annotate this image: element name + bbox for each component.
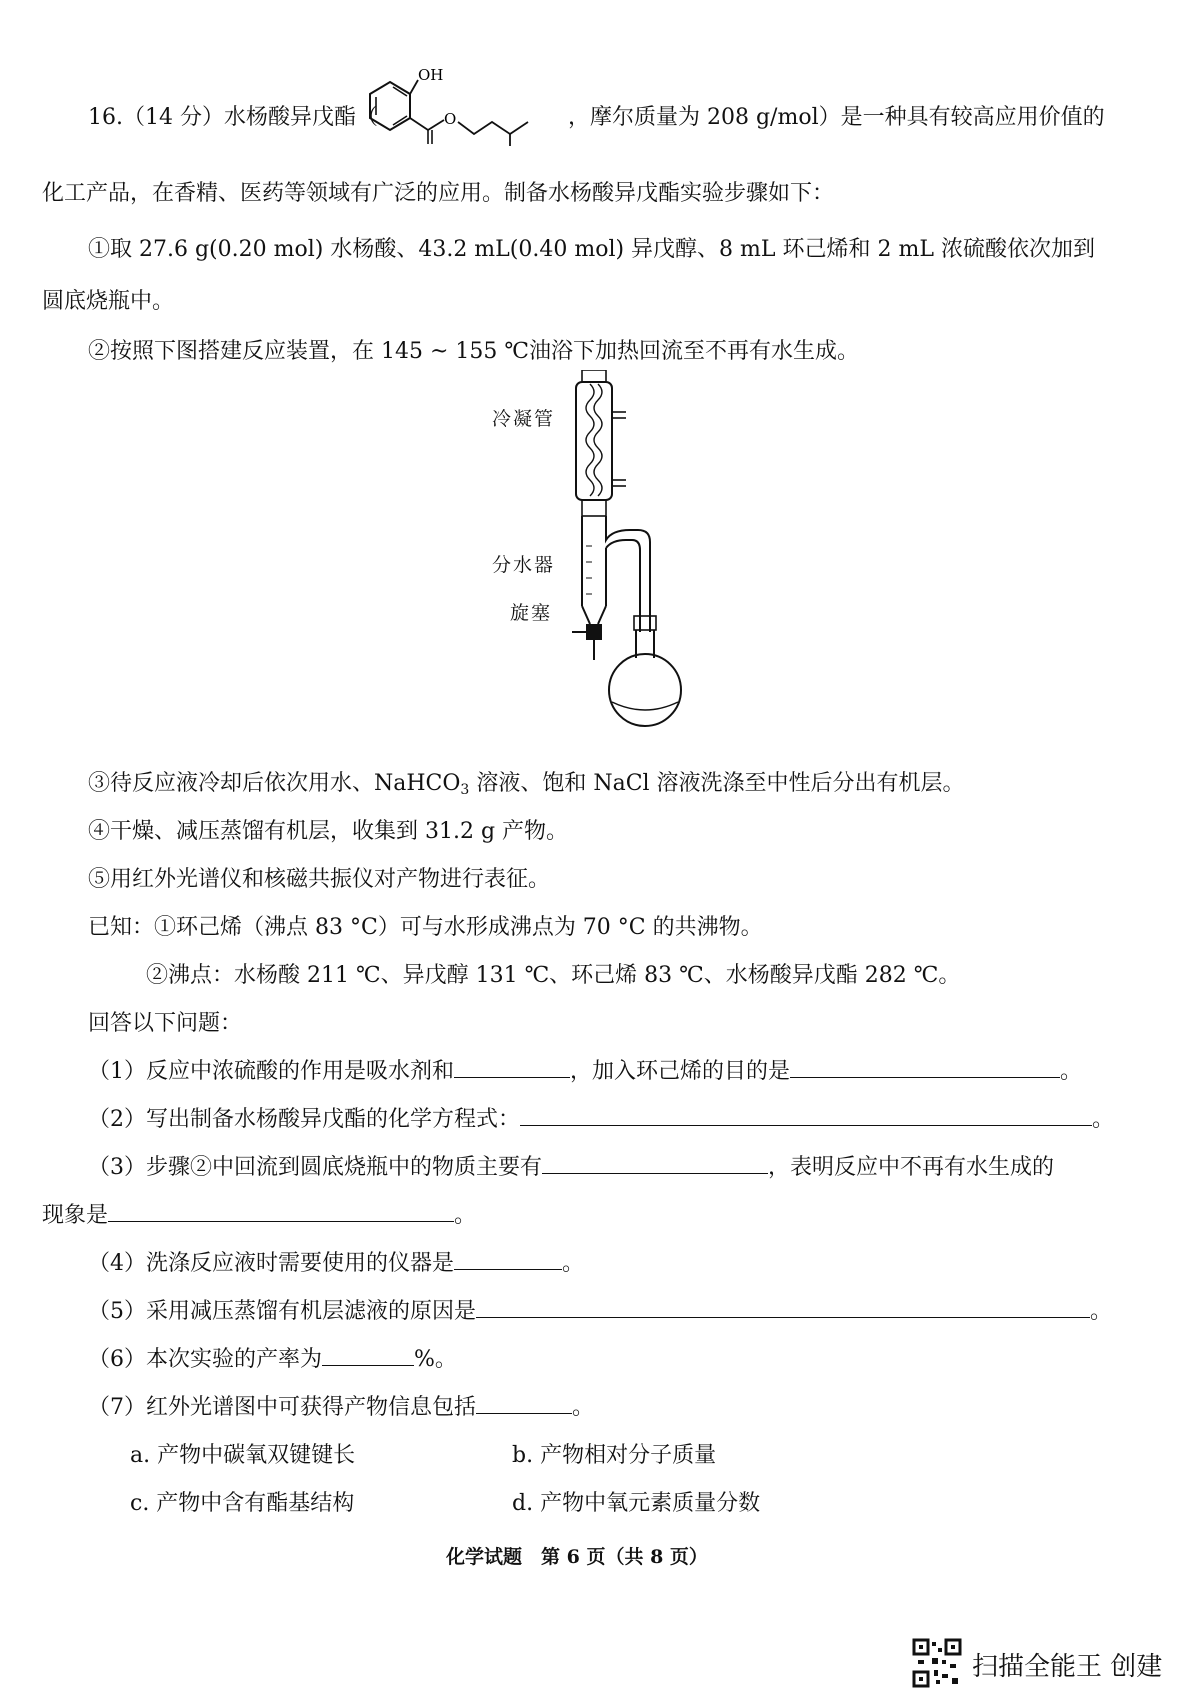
part-1-blank-2[interactable] [790, 1059, 1060, 1078]
part-7-text: （7）红外光谱图中可获得产物信息包括 [88, 1395, 476, 1420]
step-3-suffix: 溶液、饱和 NaCl 溶液洗涤至中性后分出有机层。 [469, 771, 965, 796]
label-condenser: 冷凝管 [492, 408, 556, 430]
question-16-suffix: ，摩尔质量为 208 g/mol）是一种具有较高应用价值的 [568, 105, 1105, 130]
part-6-end: %。 [414, 1347, 457, 1372]
stopcock [586, 624, 602, 640]
part-5-text: （5）采用减压蒸馏有机层滤液的原因是 [88, 1299, 476, 1324]
step-3-prefix: ③待反应液冷却后依次用水、NaHCO [88, 771, 461, 796]
option-b: b. 产物相对分子质量 [512, 1443, 717, 1468]
part-5-blank[interactable] [476, 1299, 1090, 1318]
part-3-line2 [42, 1198, 476, 1229]
answer-intro: 回答以下问题： [88, 1011, 243, 1036]
part-1-end: 。 [1060, 1059, 1083, 1084]
part-1-text-a: （1）反应中浓硫酸的作用是吸水剂和 [88, 1059, 454, 1084]
part-6-blank[interactable] [322, 1347, 414, 1366]
page-footer: 化学试题 第 6 页（共 8 页） [446, 1546, 708, 1568]
part-5 [88, 1294, 1112, 1325]
structure-o-label: O [444, 110, 457, 128]
step-1-line2: 圆底烧瓶中。 [42, 289, 175, 314]
part-3-end: 。 [454, 1203, 477, 1228]
scanner-watermark: 扫描全能王 创建 [972, 1652, 1163, 1682]
part-3-line1 [88, 1150, 1054, 1181]
part-3-text-b: ，表明反应中不再有水生成的 [768, 1155, 1055, 1180]
step-3 [88, 766, 965, 798]
step-4: ④干燥、减压蒸馏有机层，收集到 31.2 g 产物。 [88, 819, 569, 844]
part-3-blank-2[interactable] [108, 1203, 454, 1222]
part-4-blank[interactable] [454, 1251, 562, 1270]
part-7-end: 。 [572, 1395, 595, 1420]
reflux-apparatus-diagram [560, 370, 710, 750]
part-6-text: （6）本次实验的产率为 [88, 1347, 322, 1372]
step-3-subscript: 3 [460, 782, 470, 798]
known-1: 已知：①环己烯（沸点 83 °C）可与水形成沸点为 70 °C 的共沸物。 [88, 915, 763, 940]
known-2: ②沸点：水杨酸 211 ℃、异戊醇 131 ℃、环己烯 83 ℃、水杨酸异戊酯 282 ℃。 [146, 963, 961, 988]
qr-code-icon [912, 1638, 962, 1688]
structure-oh-label: OH [418, 66, 444, 84]
step-2: ②按照下图搭建反应装置，在 145 ~ 155 ℃油浴下加热回流至不再有水生成。 [88, 339, 860, 364]
label-water-separator: 分水器 [492, 554, 556, 576]
part-4-end: 。 [562, 1251, 585, 1276]
part-2-end: 。 [1092, 1107, 1115, 1132]
part-2-blank[interactable] [520, 1107, 1092, 1126]
step-1-line1: ①取 27.6 g(0.20 mol) 水杨酸、43.2 mL(0.40 mol) 异戊醇、8 mL 环己烯和 2 mL 浓硫酸依次加到 [88, 237, 1095, 262]
part-7 [88, 1390, 594, 1421]
option-a: a. 产物中碳氧双键键长 [130, 1443, 356, 1468]
part-3-text-c: 现象是 [42, 1203, 109, 1228]
part-5-end: 。 [1090, 1299, 1113, 1324]
part-2 [88, 1102, 1114, 1133]
label-stopcock: 旋塞 [510, 602, 553, 624]
part-6 [88, 1342, 457, 1373]
part-1-text-b: ，加入环己烯的目的是 [570, 1059, 791, 1084]
option-c: c. 产物中含有酯基结构 [130, 1491, 355, 1516]
step-5: ⑤用红外光谱仪和核磁共振仪对产物进行表征。 [88, 867, 551, 892]
part-4-text: （4）洗涤反应液时需要使用的仪器是 [88, 1251, 454, 1276]
part-1 [88, 1054, 1082, 1085]
part-3-blank-1[interactable] [542, 1155, 768, 1174]
option-d: d. 产物中氧元素质量分数 [512, 1491, 761, 1516]
part-1-blank-1[interactable] [454, 1059, 570, 1078]
part-3-text-a: （3）步骤②中回流到圆底烧瓶中的物质主要有 [88, 1155, 542, 1180]
part-2-text: （2）写出制备水杨酸异戊酯的化学方程式： [88, 1107, 520, 1132]
question-16-prefix: 16.（14 分）水杨酸异戊酯（ [88, 105, 378, 130]
part-4 [88, 1246, 584, 1277]
question-16-line2: 化工产品，在香精、医药等领域有广泛的应用。制备水杨酸异戊酯实验步骤如下： [42, 181, 835, 206]
part-7-blank[interactable] [476, 1395, 572, 1414]
round-bottom-flask [609, 654, 681, 726]
salicylate-structure [352, 64, 564, 146]
